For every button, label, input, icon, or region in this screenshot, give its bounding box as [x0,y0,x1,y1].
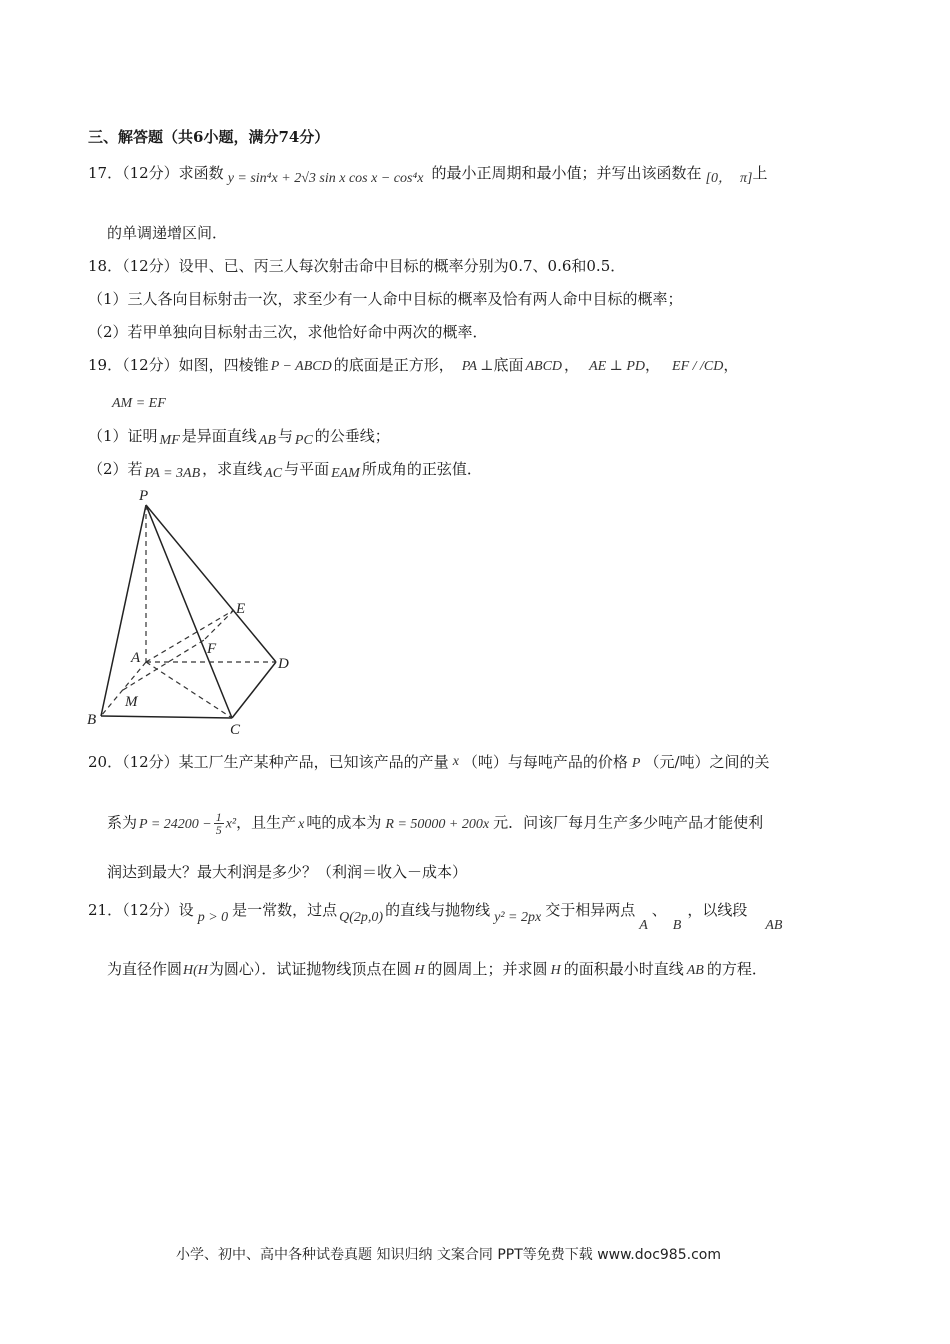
q21-l2-math3: H [550,963,561,978]
q21-l2-text4: 的面积最小时直线 [563,960,684,978]
q20-math-x: x [452,754,459,769]
edge-ac [146,662,232,718]
question-21-line2 [107,959,767,981]
q20-l2-text2: ，且生产 [236,813,297,832]
question-20-line1 [88,752,770,774]
q19-text2: 底面 [493,356,524,374]
q20-text2: （元/吨）之间的关 [644,753,770,771]
question-18-part1: （1）三人各向目标射击一次，求至少有一人命中目标的概率及恰有两人命中目标的概率； [88,290,683,308]
q21-math4: A [639,918,648,933]
question-18-part2: （2）若甲单独向目标射击三次，求他恰好命中两次的概率． [88,323,488,341]
q20-l2-text1: 系为 [107,813,138,832]
q21-number: 21．（12分）设 [88,901,194,919]
q21-math6: AB [765,918,783,933]
q20-l2-math4: R = 50000 + 200x [385,816,490,832]
label-m: M [125,694,138,710]
q21-l2-text5: 的方程． [706,960,767,978]
q19-math-abcd: ABCD [525,359,563,374]
label-a: A [131,650,141,666]
footer-link[interactable]: 小学、初中、高中各种试卷真题 知识归纳 文案合同 PPT等免费下载 www.doc985.com [176,1247,721,1263]
q19-p2-text2: ，求直线 [202,460,263,478]
q19-text3: ， [564,356,580,374]
q19-p1-math2: AB [258,433,276,448]
q21-text4: 、 [651,901,667,919]
edge-pb [101,505,146,716]
q17-text: 的最小正周期和最小值；并写出该函数在 [431,164,702,182]
fraction-denominator: 5 [215,823,222,837]
label-f: F [207,641,217,657]
label-d: D [278,656,289,672]
q19-text1: 的底面是正方形， [333,356,454,374]
q19-p2-math2: AC [264,466,283,481]
edge-pd [146,505,276,662]
segment-ae [146,610,234,662]
edge-cd [232,662,276,718]
q20-l2-math1: P = 24200 − [139,816,212,832]
q20-l2-text3: 吨的成本为 [306,813,382,832]
q21-l2-text1: 为直径作圆 [107,960,183,978]
q19-text5: ， [723,356,739,374]
label-c: C [230,722,241,738]
q19-text4: ， [645,356,661,374]
q21-l2-math1: H(H [183,963,208,978]
q19-p2-math1: PA = 3AB [144,466,201,481]
q20-l2-math3: x [298,816,305,832]
q21-math2: Q(2p,0) [339,910,384,925]
q19-math-ae: AE ⊥ PD [589,359,645,374]
q19-p1-math3: PC [294,433,313,448]
q20-number: 20．（12分）某工厂生产某种产品，已知该产品的产量 [88,753,449,771]
q21-text2: 的直线与抛物线 [385,901,491,919]
q21-l2-math4: AB [686,963,704,978]
q20-text1: （吨）与每吨产品的价格 [462,753,628,771]
q20-math-p: P [631,756,641,771]
q19-math-am: AM = EF [112,396,166,411]
q21-math3: y² = 2px [494,910,542,925]
q19-p1-text3: 与 [277,427,293,445]
question-21-line1 [88,900,783,933]
q21-text5: ，以线段 [687,901,748,919]
q19-number: 19．（12分）如图，四棱锥 [88,356,269,374]
q20-fraction [214,811,224,836]
q21-math1: p > 0 [197,910,229,925]
question-20-line2 [107,811,763,836]
edge-pc [146,505,232,718]
section-title: 三、解答题（共6小题，满分74分） [88,128,330,146]
q19-math-pyramid: P − ABCD [270,359,332,374]
q21-text1: 是一常数，过点 [232,901,338,919]
q19-p1-text4: 的公垂线； [314,427,390,445]
q19-p1-text2: 是异面直线 [181,427,257,445]
q19-p2-math3: EAM [331,466,360,481]
q17-number: 17．（12分）求函数 [88,164,224,182]
question-18-line1: 18．（12分）设甲、已、丙三人每次射击命中目标的概率分别为0.7、0.6和0.5． [88,257,626,275]
q19-math-pa: PA ⊥ [461,359,494,374]
label-b: B [87,712,97,728]
question-20-line3: 润达到最大？最大利润是多少？（利润＝收入－成本） [107,863,468,881]
q19-p2-text1: （2）若 [88,460,143,478]
q20-l2-text4: 元．问该厂每月生产多少吨产品才能使利 [493,813,764,832]
q17-tail: 上 [752,164,768,182]
q21-l2-text2: 为圆心）．试证抛物线顶点在圆 [208,960,412,978]
q21-math5: B [672,918,682,933]
q17-formula: y = sin⁴x + 2√3 sin x cos x − cos⁴x [227,171,424,186]
q19-p2-text4: 所成角的正弦值． [361,460,482,478]
q17-interval: [0， [705,171,732,186]
q21-l2-math2: H [414,963,425,978]
q21-text3: 交于相异两点 [545,901,636,919]
fraction-numerator: 1 [215,810,222,824]
q19-p2-text3: 与平面 [284,460,330,478]
q19-p1-math1: MF [159,433,180,448]
label-p: P [139,488,149,504]
edge-bc [101,716,232,718]
q19-p1-text1: （1）证明 [88,427,158,445]
q20-l2-math2: x² [225,816,237,832]
label-e: E [236,601,246,617]
q17-pi: π] [740,171,753,186]
question-17-line2: 的单调递增区间． [107,224,228,242]
q21-l2-text3: 的圆周上；并求圆 [427,960,548,978]
q19-math-ef: EF / /CD [672,359,724,374]
